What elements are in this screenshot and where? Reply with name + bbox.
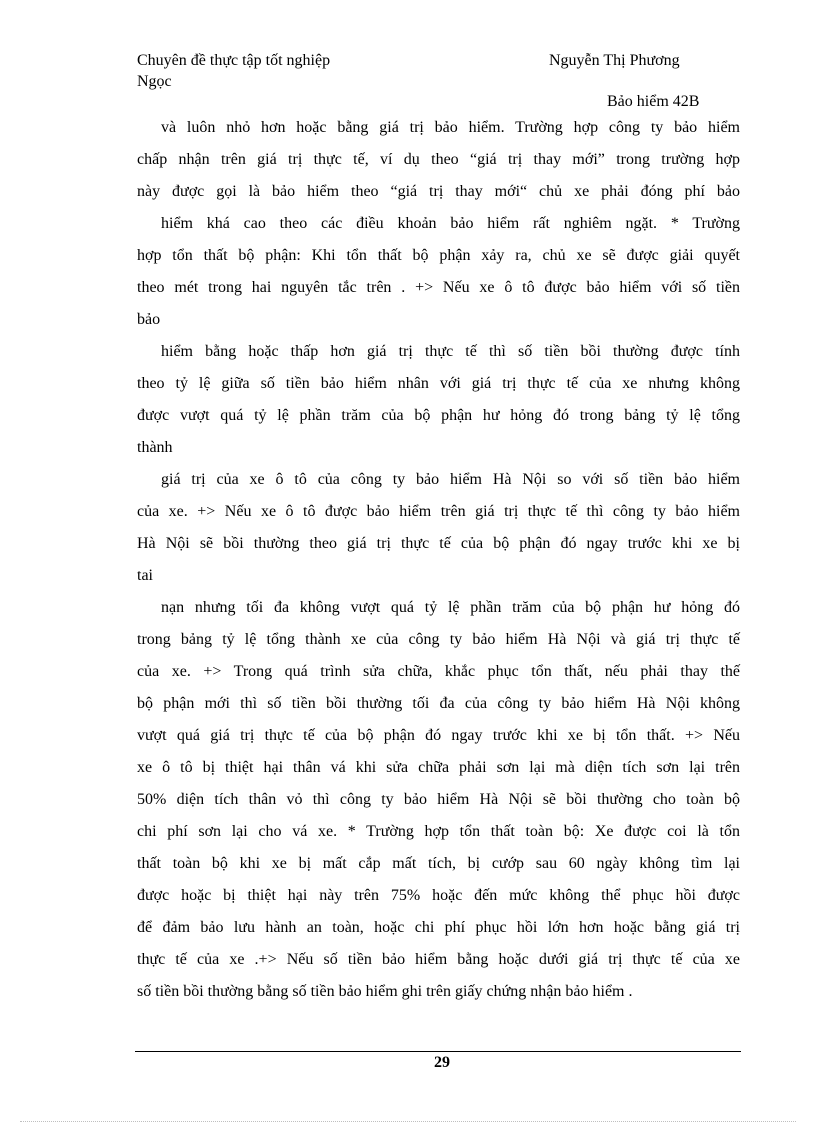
- body-line: của xe. +> Trong quá trình sửa chữa, khắc phục tổn thất, nếu phải thay thế: [137, 663, 740, 680]
- body-line: chấp nhận trên giá trị thực tế, ví dụ theo “giá trị thay mới” trong trường hợp: [137, 151, 740, 168]
- body-line: nạn nhưng tối đa không vượt quá tỷ lệ phần trăm của bộ phận hư hỏng đó: [161, 599, 740, 616]
- body-line: hiểm khá cao theo các điều khoản bảo hiểm rất nghiêm ngặt. * Trường: [161, 215, 740, 232]
- body-line: hiểm bằng hoặc thấp hơn giá trị thực tế thì số tiền bồi thường được tính: [161, 343, 740, 360]
- header-thesis-title: Chuyên đề thực tập tốt nghiệp: [137, 52, 331, 69]
- page-bottom-boundary: [20, 1121, 796, 1122]
- body-line: số tiền bồi thường bằng số tiền bảo hiểm ghi trên giấy chứng nhận bảo hiểm .: [137, 983, 633, 1000]
- footer-divider: [135, 1051, 741, 1052]
- body-line: bảo: [137, 311, 161, 328]
- header-author-name-continued: Ngọc: [137, 73, 172, 90]
- body-line: Hà Nội sẽ bồi thường theo giá trị thực tế của bộ phận đó ngay trước khi xe bị: [137, 535, 740, 552]
- body-line: chi phí sơn lại cho vá xe. * Trường hợp tổn thất toàn bộ: Xe được coi là tổn: [137, 823, 740, 840]
- body-line: thực tế của xe .+> Nếu số tiền bảo hiểm bằng hoặc dưới giá trị thực tế của xe: [137, 951, 740, 968]
- body-line: bộ phận mới thì số tiền bồi thường tối đa của công ty bảo hiểm Hà Nội không: [137, 695, 740, 712]
- body-line: của xe. +> Nếu xe ô tô được bảo hiểm trên giá trị thực tế thì công ty bảo hiểm: [137, 503, 740, 520]
- body-line: trong bảng tỷ lệ tổng thành xe của công ty bảo hiểm Hà Nội và giá trị thực tế: [137, 631, 740, 648]
- body-text: [137, 112, 740, 1008]
- body-line: để đảm bảo lưu hành an toàn, hoặc chi phí phục hồi lớn hơn hoặc bằng giá trị: [137, 919, 740, 936]
- body-line: xe ô tô bị thiệt hại thân vá khi sửa chữa phải sơn lại mà diện tích sơn lại trên: [137, 759, 740, 776]
- body-line: theo mét trong hai nguyên tắc trên . +> Nếu xe ô tô được bảo hiểm với số tiền: [137, 279, 740, 296]
- body-line: vượt quá giá trị thực tế của bộ phận đó ngay trước khi xe bị tổn thất. +> Nếu: [137, 727, 740, 744]
- body-line: theo tỷ lệ giữa số tiền bảo hiểm nhân với giá trị thực tế của xe nhưng không: [137, 375, 740, 392]
- header-class-name: Bảo hiểm 42B: [607, 93, 700, 110]
- body-line: và luôn nhỏ hơn hoặc bằng giá trị bảo hiểm. Trường hợp công ty bảo hiểm: [161, 119, 740, 136]
- page-number: 29: [434, 1054, 450, 1071]
- body-line: thành: [137, 439, 173, 456]
- body-line: giá trị của xe ô tô của công ty bảo hiểm Hà Nội so với số tiền bảo hiểm: [161, 471, 740, 488]
- body-line: tai: [137, 567, 153, 584]
- header-author-name: Nguyễn Thị Phương: [549, 52, 680, 69]
- body-line: được vượt quá tỷ lệ phần trăm của bộ phận hư hỏng đó trong bảng tỷ lệ tổng: [137, 407, 740, 424]
- body-line: hợp tổn thất bộ phận: Khi tổn thất bộ phận xảy ra, chủ xe sẽ được giải quyết: [137, 247, 740, 264]
- body-line: 50% diện tích thân vỏ thì công ty bảo hiểm Hà Nội sẽ bồi thường cho toàn bộ: [137, 791, 740, 808]
- body-line: được hoặc bị thiệt hại này trên 75% hoặc đến mức không thể phục hồi được: [137, 887, 740, 904]
- body-line: này được gọi là bảo hiểm theo “giá trị thay mới“ chủ xe phải đóng phí bảo: [137, 183, 740, 200]
- body-line: thất toàn bộ khi xe bị mất cắp mất tích, bị cướp sau 60 ngày không tìm lại: [137, 855, 740, 872]
